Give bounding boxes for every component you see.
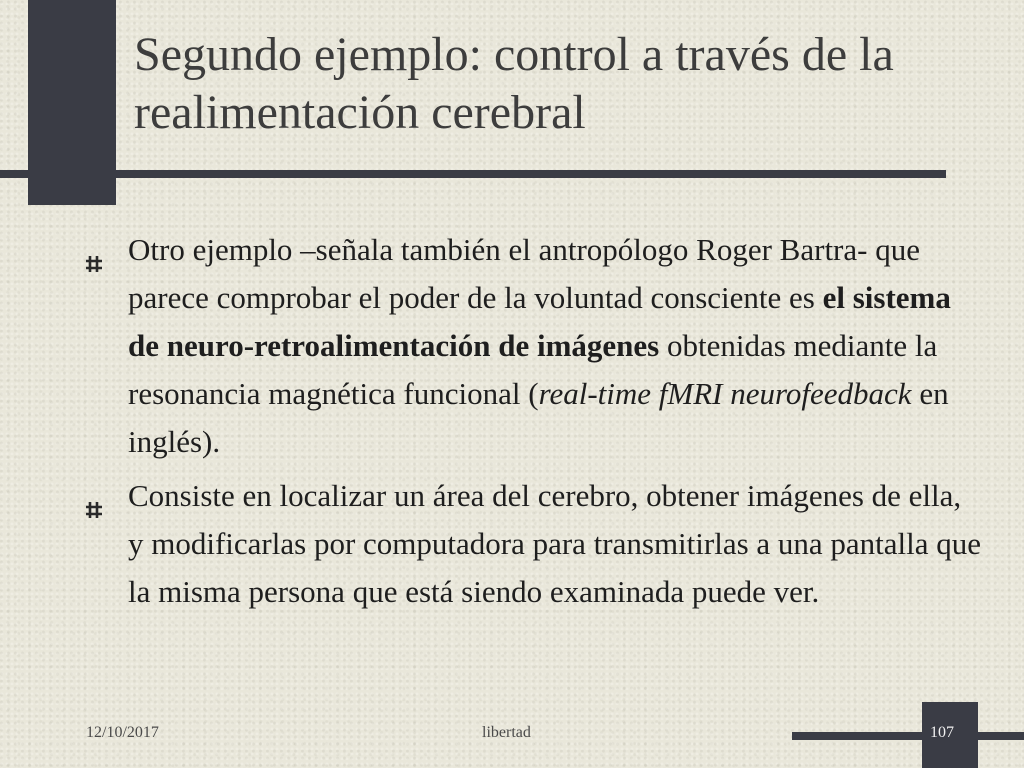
slide-title: Segundo ejemplo: control a través de la realimentación cerebral [134, 28, 894, 139]
text-segment: el sistema de neuro-retroalimentación de imágenes [128, 280, 951, 363]
bullet-text [128, 478, 981, 609]
footer-date: 12/10/2017 [86, 724, 159, 741]
text-segment: Otro ejemplo –señala también el antropólogo Roger Bartra- que parece comprobar el poder de la voluntad consciente es [128, 232, 920, 315]
text-segment: Consiste en localizar un área del cerebro, obtener imágenes de ella, y modificarlas por computadora para transmitirlas a una pantalla que la misma persona que está siendo examinada puede ver. [128, 478, 982, 609]
footer-title: libertad [482, 724, 531, 741]
title-underline-bar [0, 170, 946, 178]
text-segment: obtenidas mediante la resonancia magnética funcional ( [128, 328, 938, 411]
bullet-text [128, 232, 951, 459]
bullet-list [84, 226, 984, 622]
text-segment: real-time fMRI neurofeedback [538, 376, 912, 411]
text-segment: en inglés). [128, 376, 949, 459]
bullet-item [84, 472, 984, 616]
hash-bullet-icon [84, 240, 104, 260]
page-number: 107 [930, 724, 954, 741]
hash-bullet-icon [84, 486, 104, 506]
bullet-item [84, 226, 984, 466]
footer-decorative-line [792, 732, 1024, 740]
